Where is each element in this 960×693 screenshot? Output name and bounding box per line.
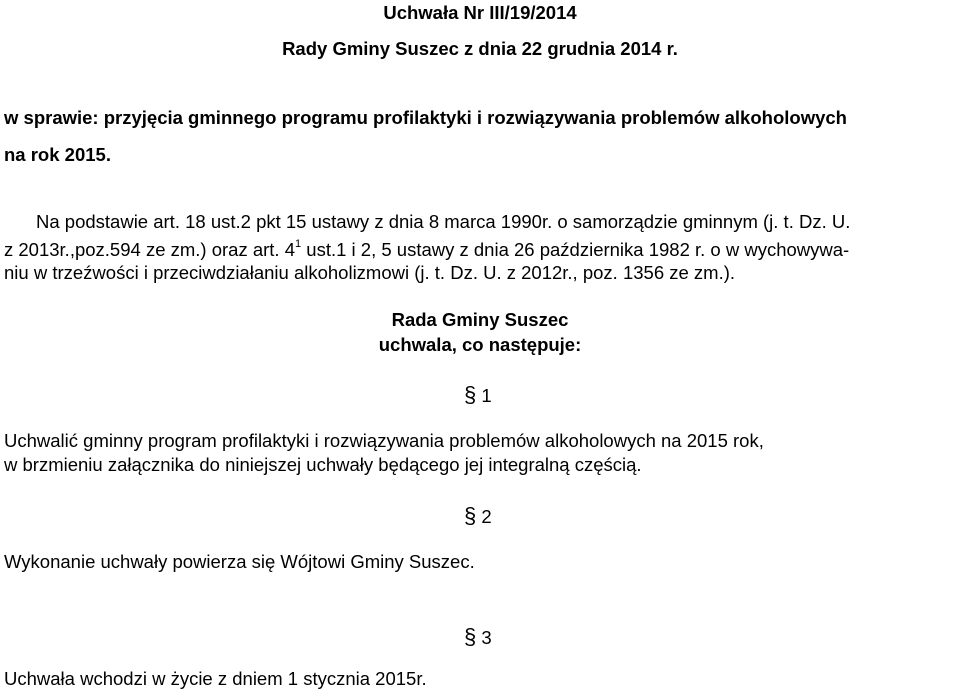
preamble-line-3: niu w trzeźwości i przeciwdziałaniu alkoholizmowi (j. t. Dz. U. z 2012r., poz. 1356 ze zm.). xyxy=(4,262,736,283)
resolution-title: Uchwała Nr III/19/2014 xyxy=(383,2,577,23)
preamble-line-2-end: ust.1 i 2, 5 ustawy z dnia 26 października 1982 r. o w wychowywa- xyxy=(301,239,850,260)
section-3-text: Uchwała wchodzi w życie z dniem 1 stycznia 2015r. xyxy=(4,668,427,689)
section-number: 1 xyxy=(481,385,492,406)
section-1-text-line-1: Uchwalić gminny program profilaktyki i rozwiązywania problemów alkoholowych na 2015 rok, xyxy=(4,430,764,451)
subject-line-2: na rok 2015. xyxy=(4,144,111,165)
council-name: Rada Gminy Suszec xyxy=(391,309,569,330)
article-superscript: 1 xyxy=(295,238,302,250)
resolves-heading: uchwala, co następuje: xyxy=(378,334,582,355)
resolution-subtitle: Rady Gminy Suszec z dnia 22 grudnia 2014 r. xyxy=(282,38,678,59)
preamble-line-2-start: z 2013r.,poz.594 ze zm.) oraz art. 4 xyxy=(4,239,296,260)
section-number: 2 xyxy=(481,506,492,527)
section-symbol: § xyxy=(464,624,477,649)
section-1-text-line-2: w brzmieniu załącznika do niniejszej uchwały będącego jej integralną częścią. xyxy=(4,454,642,475)
section-2-heading xyxy=(464,505,492,527)
section-1-heading xyxy=(464,384,492,406)
subject-line-1: w sprawie: przyjęcia gminnego programu profilaktyki i rozwiązywania problemów alkoholowych xyxy=(4,107,847,128)
section-symbol: § xyxy=(464,382,477,407)
preamble-line-2 xyxy=(4,239,849,260)
preamble-line-1: Na podstawie art. 18 ust.2 pkt 15 ustawy z dnia 8 marca 1990r. o samorządzie gminnym (j. t. Dz. U. xyxy=(36,211,851,232)
section-number: 3 xyxy=(481,627,492,648)
section-3-heading xyxy=(464,626,492,648)
section-symbol: § xyxy=(464,503,477,528)
section-2-text: Wykonanie uchwały powierza się Wójtowi Gminy Suszec. xyxy=(4,551,475,572)
